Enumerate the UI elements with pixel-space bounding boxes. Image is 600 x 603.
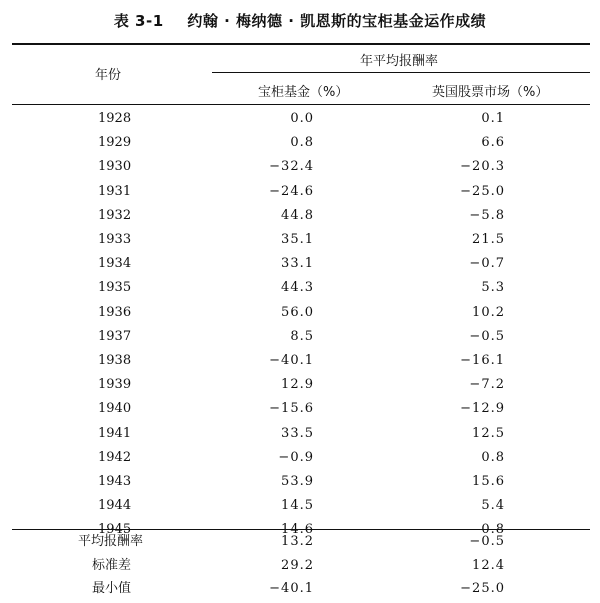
group-header-rule [212, 72, 590, 73]
table-number: 表 3-1 [113, 12, 164, 30]
year-cell: 1940 [98, 401, 132, 417]
year-cell: 1929 [98, 135, 132, 151]
fund-return-cell: −40.1 [269, 353, 314, 368]
table-row [0, 373, 600, 397]
fund-summary-cell: 13.2 [281, 534, 314, 549]
fund-return-cell: 8.5 [290, 328, 314, 344]
year-cell: 1935 [98, 280, 132, 296]
fund-return-cell: −24.6 [269, 183, 314, 199]
market-return-cell: −0.7 [469, 256, 505, 272]
fund-return-cell: −15.6 [269, 401, 314, 417]
market-return-cell: 21.5 [472, 232, 505, 247]
fund-return-cell: −32.4 [269, 159, 314, 175]
fund-return-cell: 0.0 [290, 111, 314, 126]
table-row [0, 301, 600, 325]
table-row [0, 422, 600, 446]
fund-return-cell: 12.9 [281, 377, 314, 393]
table-row [0, 494, 600, 518]
market-return-cell: 0.8 [481, 522, 505, 538]
year-cell: 1945 [98, 522, 132, 538]
table-row [0, 228, 600, 252]
market-return-cell: 6.6 [481, 135, 505, 151]
year-cell: 1944 [98, 498, 132, 514]
return-group-header: 年平均报酬率 [360, 54, 439, 69]
market-return-cell: 0.8 [481, 449, 505, 465]
year-cell: 1937 [98, 328, 132, 344]
year-cell: 1931 [98, 183, 132, 199]
market-return-cell: −12.9 [460, 401, 505, 417]
fund-return-cell: 33.1 [281, 256, 314, 272]
market-return-cell: −16.1 [460, 353, 505, 368]
market-return-cell: −20.3 [460, 159, 505, 175]
summary-label: 平均报酬率 [78, 534, 144, 549]
fund-return-cell: 33.5 [281, 425, 314, 441]
table-caption [0, 10, 600, 31]
fund-return-cell: 14.6 [281, 522, 314, 538]
table-row [0, 252, 600, 276]
fund-return-cell: 35.1 [281, 232, 314, 247]
year-column-header: 年份 [95, 68, 122, 83]
table-row [0, 131, 600, 155]
summary-row [0, 554, 600, 578]
table-row [0, 180, 600, 204]
summary-label: 标准差 [92, 557, 132, 573]
year-cell: 1932 [98, 207, 132, 223]
top-rule [12, 43, 590, 45]
table-row [0, 349, 600, 373]
header-rule [12, 104, 590, 105]
year-cell: 1933 [98, 232, 132, 247]
market-return-cell: 12.5 [472, 425, 505, 441]
table-row [0, 325, 600, 349]
fund-summary-cell: −40.1 [269, 581, 314, 597]
market-summary-cell: −0.5 [469, 534, 505, 549]
table-row [0, 155, 600, 179]
year-cell: 1939 [98, 377, 132, 393]
year-cell: 1930 [98, 159, 132, 175]
table-row [0, 276, 600, 300]
table-row [0, 470, 600, 494]
table-title: 约翰 · 梅纳德 · 凯恩斯的宝柜基金运作成绩 [187, 12, 487, 30]
fund-summary-cell: 29.2 [281, 557, 314, 573]
market-return-cell: 5.3 [481, 280, 505, 296]
summary-label: 最小值 [92, 581, 132, 597]
market-return-cell: 5.4 [481, 498, 505, 514]
table-row [0, 446, 600, 470]
year-cell: 1941 [98, 425, 132, 441]
year-cell: 1928 [98, 111, 132, 126]
table-row [0, 204, 600, 228]
market-return-cell: 10.2 [472, 304, 505, 320]
market-return-cell: −5.8 [469, 207, 505, 223]
table-row [0, 397, 600, 421]
fund-return-cell: 0.8 [290, 135, 314, 151]
fund-return-cell: 44.3 [281, 280, 314, 296]
market-return-cell: 0.1 [481, 111, 505, 126]
fund-return-cell: −0.9 [278, 449, 314, 465]
fund-column-header: 宝柜基金（%） [258, 85, 349, 100]
fund-return-cell: 14.5 [281, 498, 314, 514]
market-return-cell: −25.0 [460, 183, 505, 199]
year-cell: 1942 [98, 449, 132, 465]
summary-row [0, 530, 600, 554]
year-cell: 1934 [98, 256, 132, 272]
summary-row [0, 577, 600, 601]
market-return-cell: −7.2 [469, 377, 505, 393]
market-return-cell: 15.6 [472, 474, 505, 489]
market-summary-cell: −25.0 [460, 581, 505, 597]
market-summary-cell: 12.4 [472, 557, 505, 573]
fund-return-cell: 44.8 [281, 207, 314, 223]
year-cell: 1938 [98, 353, 132, 368]
fund-return-cell: 53.9 [281, 474, 314, 489]
year-cell: 1936 [98, 304, 132, 320]
year-cell: 1943 [98, 474, 132, 489]
market-column-header: 英国股票市场（%） [432, 85, 549, 100]
table-row [0, 107, 600, 131]
fund-return-cell: 56.0 [281, 304, 314, 320]
market-return-cell: −0.5 [469, 328, 505, 344]
